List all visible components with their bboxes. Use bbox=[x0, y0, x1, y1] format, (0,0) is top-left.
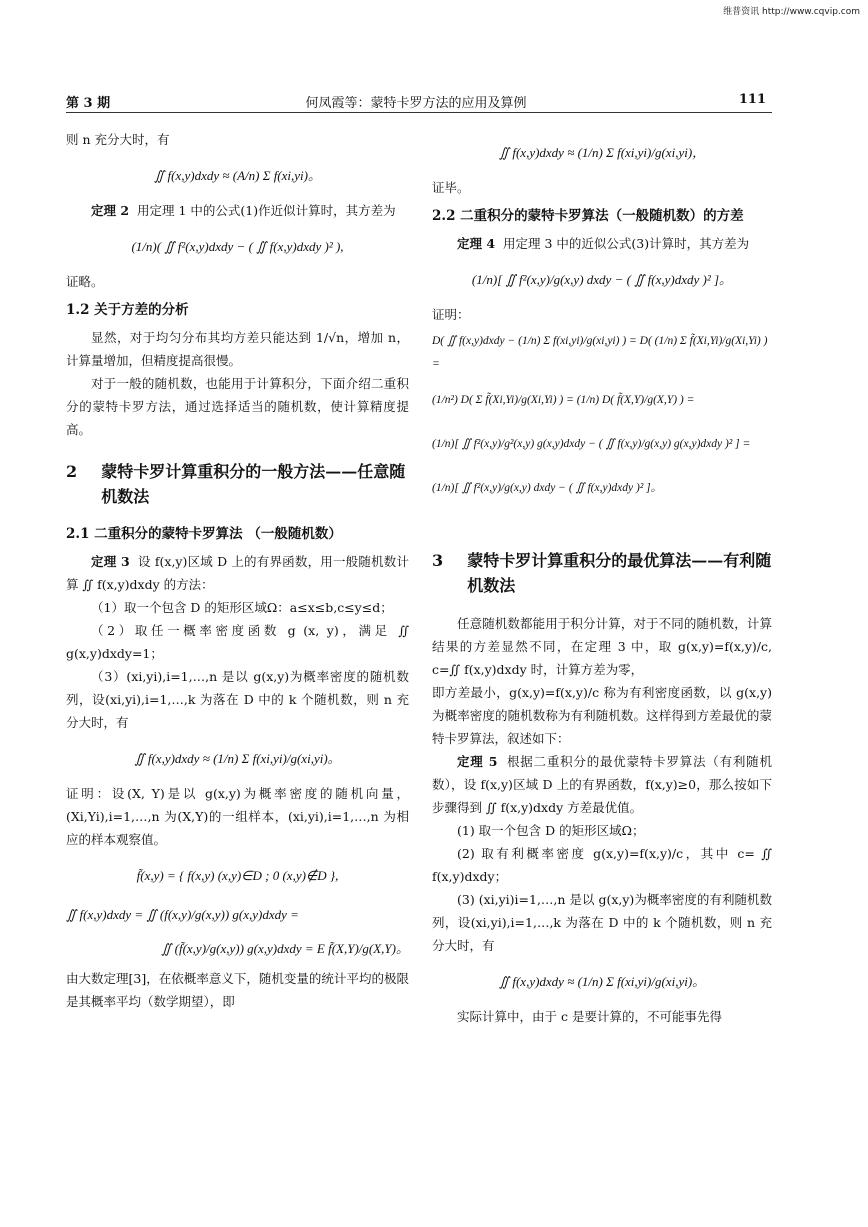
equation-f-tilde: f̃(x,y) = { f(x,y) (x,y)∈D ; 0 (x,y)∉D }, bbox=[136, 867, 339, 883]
step-3: （3）(xi,yi),i=1,…,n 是以 g(x,y)为概率密度的随机数列，设(xi,yi),i=1,…,k 为落在 D 中的 k 个随机数，则 n 充分大时，有 bbox=[66, 669, 409, 730]
equation-variance-4: (1/n)[ ∬ f²(x,y)/g(x,y) dxdy − ( ∬ f(x,y)dxdy )² ]。 bbox=[471, 271, 733, 287]
theorem-3 bbox=[66, 550, 409, 596]
proof-done: 证毕。 bbox=[432, 180, 470, 195]
theorem-text: 用定理 3 中的近似公式(3)计算时，其方差为 bbox=[503, 236, 750, 251]
watermark: 维普资讯 http://www.cqvip.com bbox=[723, 7, 860, 17]
theorem-label: 定理 4 bbox=[457, 236, 496, 251]
section-heading-1-2: 1.2 关于方差的分析 bbox=[66, 302, 189, 318]
theorem-text: 设 f(x,y)区域 D 上的有界函数，用一般随机数计算 ∬ f(x,y)dxdy 的方法： bbox=[66, 554, 409, 592]
equation-proof-3: (1/n)[ ∬ f²(x,y)/g²(x,y) g(x,y)dxdy − ( ∬ f(x,y)/g(x,y) g(x,y)dxdy )² ] = bbox=[432, 437, 751, 450]
equation-chain-2: ∬ (f̃(x,y)/g(x,y)) g(x,y)dxdy = E f̃(X,Y)/g(X,Y)。 bbox=[161, 940, 409, 956]
paragraph-last: 实际计算中，由于 c 是要计算的，不可能事先得 bbox=[457, 1009, 722, 1024]
theorem-label: 定理 2 bbox=[91, 203, 130, 218]
paragraph: 显然，对于均匀分布其均方差只能达到 1/√n，增加 n，计算量增加，但精度提高很慢。 bbox=[66, 330, 409, 368]
paragraph: 任意随机数都能用于积分计算，对于不同的随机数，计算结果的方差显然不同，在定理 3 中，取 g(x,y)=f(x,y)/c, c=∬ f(x,y)dxdy 时，计算方差为零， bbox=[432, 616, 772, 677]
step-2: (2) 取有利概率密度 g(x,y)=f(x,y)/c，其中 c= ∬ f(x,y)dxdy； bbox=[432, 846, 772, 884]
equation-top: ∬ f(x,y)dxdy ≈ (1/n) Σ f(xi,yi)/g(xi,yi)， bbox=[498, 144, 706, 160]
proof-4-label: 证明： bbox=[432, 307, 470, 322]
equation-1: ∬ f(x,y)dxdy ≈ (A/n) Σ f(xi,yi)。 bbox=[154, 167, 321, 183]
theorem-text: 用定理 1 中的公式(1)作近似计算时，其方差为 bbox=[137, 203, 396, 218]
paragraph: 对于一般的随机数，也能用于计算积分，下面介绍二重积分的蒙特卡罗方法，通过选择适当的随机数，使计算精度提高。 bbox=[66, 376, 409, 437]
theorem-2 bbox=[66, 199, 409, 222]
section-heading-2-2: 2.2 二重积分的蒙特卡罗算法（一般随机数）的方差 bbox=[432, 208, 744, 224]
equation-3: ∬ f(x,y)dxdy ≈ (1/n) Σ f(xi,yi)/g(xi,yi)。 bbox=[134, 750, 341, 766]
section-heading-3 bbox=[432, 548, 772, 598]
section-number: 2 bbox=[66, 462, 78, 481]
section-heading-2-1: 2.1 二重积分的蒙特卡罗算法 （一般随机数） bbox=[66, 526, 342, 542]
theorem-4 bbox=[432, 232, 772, 255]
section-number: 3 bbox=[432, 551, 444, 570]
equation-proof-4: (1/n)[ ∬ f²(x,y)/g(x,y) dxdy − ( ∬ f(x,y)dxdy )² ]。 bbox=[432, 481, 663, 494]
equation-proof-1: D( ∬ f(x,y)dxdy − (1/n) Σ f(xi,yi)/g(xi,yi) ) = D( (1/n) Σ f̃(Xi,Yi)/g(Xi,Yi) ) = bbox=[432, 335, 768, 370]
equation-variance-1: (1/n)( ∬ f²(x,y)dxdy − ( ∬ f(x,y)dxdy )² ), bbox=[131, 238, 344, 254]
paragraph: 即方差最小，g(x,y)=f(x,y)/c 称为有利密度函数，以 g(x,y)为概率密度的随机数称为有利随机数。这样得到方差最优的蒙特卡罗算法，叙述如下： bbox=[432, 685, 772, 746]
paragraph: 则 n 充分大时，有 bbox=[66, 132, 170, 147]
equation-5: ∬ f(x,y)dxdy ≈ (1/n) Σ f(xi,yi)/g(xi,yi)。 bbox=[498, 973, 706, 989]
left-column bbox=[66, 128, 409, 1013]
theorem-label: 定理 3 bbox=[91, 554, 130, 569]
theorem-5 bbox=[432, 750, 772, 819]
section-heading-2 bbox=[66, 459, 409, 509]
section-title: 蒙特卡罗计算重积分的一般方法——任意随机数法 bbox=[101, 462, 406, 506]
issue-number: 第 3 期 bbox=[66, 96, 111, 111]
step-1: （1）取一个包含 D 的矩形区域Ω：a≤x≤b,c≤y≤d； bbox=[91, 600, 393, 615]
theorem-text: 根据二重积分的最优蒙特卡罗算法（有利随机数），设 f(x,y)区域 D 上的有界函数，f(x,y)≥0，那么按如下步骤得到 ∬ f(x,y)dxdy 方差最优值。 bbox=[432, 754, 772, 815]
proof-omitted: 证略。 bbox=[66, 274, 104, 289]
page-header bbox=[66, 92, 766, 112]
running-title: 何凤霞等：蒙特卡罗方法的应用及算例 bbox=[305, 96, 527, 111]
right-column bbox=[432, 128, 772, 1028]
page-number: 111 bbox=[738, 92, 766, 107]
step-1: (1) 取一个包含 D 的矩形区域Ω； bbox=[457, 823, 645, 838]
equation-proof-2: (1/n²) D( Σ f̃(Xi,Yi)/g(Xi,Yi) ) = (1/n) D( f̃(X,Y)/g(X,Y) ) = bbox=[432, 393, 695, 406]
theorem-label: 定理 5 bbox=[457, 754, 498, 769]
header-rule bbox=[66, 112, 772, 113]
paragraph-lln: 由大数定理[3]，在依概率意义下，随机变量的统计平均的极限是其概率平均（数学期望），即 bbox=[66, 971, 409, 1009]
equation-chain-1: ∬ f(x,y)dxdy = ∬ (f(x,y)/g(x,y)) g(x,y)dxdy = bbox=[66, 906, 299, 922]
proof-3: 证明：设(X, Y)是以 g(x,y)为概率密度的随机向量，(Xi,Yi),i=1,…,n 为(X,Y)的一组样本，(xi,yi),i=1,…,n 为相应的样本观察值。 bbox=[66, 786, 409, 847]
step-2: （2）取任一概率密度函数 g (x, y)，满足 ∬ g(x,y)dxdy=1； bbox=[66, 623, 409, 661]
step-3: (3) (xi,yi)i=1,…,n 是以 g(x,y)为概率密度的有利随机数列，设(xi,yi),i=1,…,k 为落在 D 中的 k 个随机数，则 n 充分大时，有 bbox=[432, 892, 772, 953]
section-title: 蒙特卡罗计算重积分的最优算法——有利随机数法 bbox=[467, 551, 772, 595]
